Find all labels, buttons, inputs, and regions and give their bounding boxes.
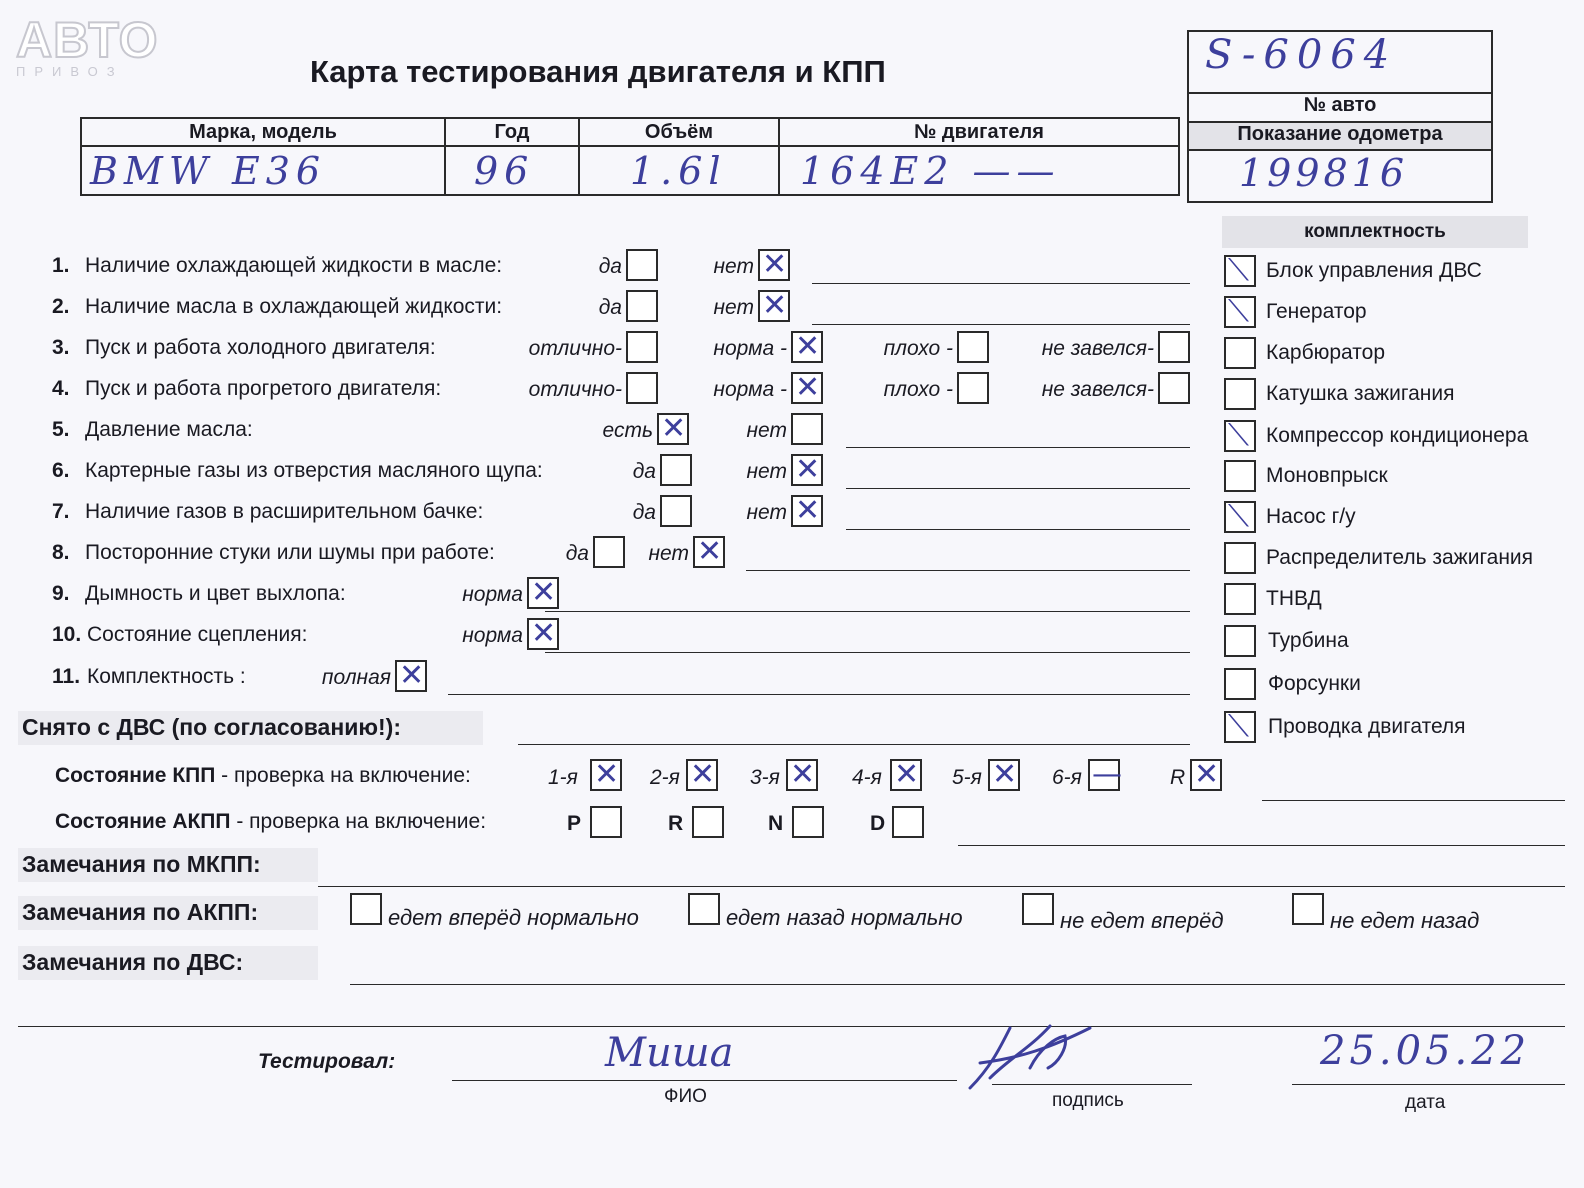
question-text: Состояние сцепления: (87, 623, 308, 646)
kpp-gear-checkbox[interactable] (988, 759, 1020, 791)
check-mark: ✕ (795, 329, 821, 364)
option-label: норма (462, 624, 523, 647)
akpp-gear-label: N (768, 812, 784, 835)
check-mark: ✕ (992, 757, 1018, 792)
question-line (746, 570, 1190, 571)
kpp-gear-checkbox[interactable] (590, 759, 622, 791)
completeness-checkbox[interactable] (1224, 711, 1256, 743)
check-mark: ⟍ (1228, 294, 1249, 329)
completeness-checkbox[interactable] (1224, 255, 1256, 287)
check-mark: ✕ (697, 534, 723, 569)
option-checkbox[interactable] (791, 413, 823, 445)
signature-mark (960, 1008, 1100, 1100)
check-mark: ✕ (894, 757, 920, 792)
option-checkbox[interactable] (693, 536, 725, 568)
car-number-box (1187, 30, 1493, 203)
question-number: 6. (52, 459, 70, 482)
completeness-item-label: Карбюратор (1266, 341, 1386, 364)
question-text: Дымность и цвет выхлопа: (85, 582, 346, 605)
completeness-checkbox[interactable] (1224, 668, 1256, 700)
question-number: 3. (52, 336, 70, 359)
akpp-gear-checkbox[interactable] (590, 806, 622, 838)
question-text: Комплектность : (87, 665, 246, 688)
question-text: Наличие масла в охлаждающей жидкости: (85, 295, 503, 318)
removed-line (518, 744, 1190, 745)
option-checkbox[interactable] (626, 331, 658, 363)
completeness-checkbox[interactable] (1224, 625, 1256, 657)
test-date: 25.05.22 (1320, 1028, 1531, 1074)
question-number: 2. (52, 295, 70, 318)
check-mark: ✕ (1194, 757, 1220, 792)
akpp-gear-checkbox[interactable] (892, 806, 924, 838)
completeness-checkbox[interactable] (1224, 337, 1256, 369)
option-checkbox[interactable] (527, 618, 559, 650)
option-label: норма - (713, 378, 787, 401)
option-label: да (632, 501, 656, 524)
remarks-akpp-label: Замечания по АКПП: (22, 899, 259, 925)
kpp-gear-checkbox[interactable] (1190, 759, 1222, 791)
question-line (545, 652, 1190, 653)
check-mark: — (1092, 757, 1122, 792)
removed-label: Снято с ДВС (по согласованию!): (22, 714, 401, 740)
question-text: Посторонние стуки или шумы при работе: (85, 541, 495, 564)
check-mark: ✕ (594, 757, 620, 792)
option-label: да (632, 460, 656, 483)
completeness-checkbox[interactable] (1224, 460, 1256, 492)
check-mark: ⟍ (1228, 418, 1249, 453)
check-mark: ✕ (399, 658, 425, 693)
question-number: 10. (52, 623, 82, 646)
option-label: отлично- (528, 337, 622, 360)
akpp-line (958, 845, 1565, 846)
odometer-label: Показание одометра (1189, 123, 1491, 151)
kpp-gear-label: 5-я (952, 766, 982, 789)
kpp-gear-checkbox[interactable] (686, 759, 718, 791)
header-volume: Объём (579, 118, 779, 146)
form-title: Карта тестирования двигателя и КПП (310, 54, 886, 89)
completeness-item-label: Моновпрыск (1266, 464, 1388, 487)
question-number: 11. (52, 665, 81, 688)
option-checkbox[interactable] (626, 249, 658, 281)
option-checkbox[interactable] (957, 331, 989, 363)
question-text: Пуск и работа прогретого двигателя: (85, 377, 442, 400)
sign-line (992, 1084, 1192, 1085)
option-label: не завелся- (1041, 337, 1154, 360)
kpp-gear-label: 3-я (750, 766, 780, 789)
option-checkbox[interactable] (657, 413, 689, 445)
remarks-extra-line (18, 1026, 1565, 1027)
option-label: норма - (713, 337, 787, 360)
check-mark: ✕ (531, 616, 557, 651)
akpp-remark-label: не едет назад (1330, 908, 1480, 933)
option-checkbox[interactable] (791, 495, 823, 527)
header-make-model: Марка, модель (81, 118, 445, 146)
kpp-gear-label: 1-я (548, 766, 578, 789)
option-label: да (598, 255, 622, 278)
question-line (448, 694, 1190, 695)
option-label: да (565, 542, 589, 565)
question-line (812, 324, 1190, 325)
tester-name: Миша (605, 1030, 734, 1076)
question-text: Давление масла: (85, 418, 253, 441)
check-mark: ⟍ (1228, 253, 1249, 288)
option-checkbox[interactable] (758, 249, 790, 281)
option-label: есть (602, 419, 653, 442)
completeness-item-label: Генератор (1266, 300, 1367, 323)
completeness-item-label: Насос г/у (1266, 505, 1356, 528)
option-checkbox[interactable] (660, 495, 692, 527)
option-label: нет (746, 460, 787, 483)
logo-text: АВТО (16, 12, 159, 68)
kpp-gear-checkbox[interactable] (1088, 759, 1120, 791)
question-line (545, 611, 1190, 612)
check-mark: ✕ (762, 247, 788, 282)
kpp-line (1262, 800, 1565, 801)
option-label: не завелся- (1041, 378, 1154, 401)
option-label: нет (713, 296, 754, 319)
fio-line (452, 1080, 957, 1081)
value-make-model: BMW E36 (81, 146, 445, 195)
option-checkbox[interactable] (791, 454, 823, 486)
option-label: отлично- (528, 378, 622, 401)
date-line (1292, 1084, 1565, 1085)
completeness-item-label: Проводка двигателя (1268, 715, 1466, 738)
option-checkbox[interactable] (660, 454, 692, 486)
check-mark: ✕ (690, 757, 716, 792)
question-text: Наличие охлаждающей жидкости в масле: (85, 254, 503, 277)
kpp-gear-label: 2-я (650, 766, 680, 789)
option-checkbox[interactable] (1158, 331, 1190, 363)
completeness-item-label: Компрессор кондиционера (1266, 424, 1529, 447)
option-checkbox[interactable] (791, 372, 823, 404)
question-text: Картерные газы из отверстия масляного щупа: (85, 459, 543, 482)
akpp-remark-label: едет вперёд нормально (388, 905, 639, 930)
option-checkbox[interactable] (395, 660, 427, 692)
akpp-gear-label: D (870, 812, 886, 835)
completeness-checkbox[interactable] (1224, 420, 1256, 452)
remarks-dvs-line (350, 984, 1565, 985)
completeness-checkbox[interactable] (1224, 583, 1256, 615)
check-mark: ✕ (795, 370, 821, 405)
completeness-item-label: Турбина (1268, 629, 1349, 652)
question-number: 4. (52, 377, 70, 400)
option-checkbox[interactable] (1158, 372, 1190, 404)
option-checkbox[interactable] (626, 372, 658, 404)
odometer-value: 199816 (1239, 151, 1409, 195)
kpp-gear-label: 4-я (852, 766, 882, 789)
check-mark: ✕ (531, 575, 557, 610)
option-label: нет (648, 542, 689, 565)
kpp-gear-label: 6-я (1052, 766, 1082, 789)
akpp-remark-checkbox[interactable] (1292, 893, 1324, 925)
car-number-label: № авто (1189, 94, 1491, 123)
option-checkbox[interactable] (593, 536, 625, 568)
question-line (812, 283, 1190, 284)
kpp-gear-checkbox[interactable] (786, 759, 818, 791)
question-line (846, 529, 1190, 530)
completeness-item-label: Распределитель зажигания (1266, 546, 1534, 569)
completeness-checkbox[interactable] (1224, 296, 1256, 328)
question-number: 8. (52, 541, 70, 564)
option-label: нет (746, 501, 787, 524)
question-text: Пуск и работа холодного двигателя: (85, 336, 436, 359)
akpp-remark-checkbox[interactable] (350, 893, 382, 925)
completeness-item-label: Катушка зажигания (1266, 382, 1455, 405)
check-mark: ✕ (762, 288, 788, 323)
sign-caption: подпись (1052, 1090, 1124, 1111)
akpp-gear-checkbox[interactable] (792, 806, 824, 838)
value-year: 96 (445, 146, 579, 195)
kpp-gear-label: R (1170, 766, 1186, 789)
completeness-checkbox[interactable] (1224, 542, 1256, 574)
akpp-remark-label: едет назад нормально (726, 905, 963, 930)
question-number: 1. (52, 254, 70, 277)
completeness-item-label: Блок управления ДВС (1266, 259, 1482, 282)
option-label: плохо - (883, 337, 953, 360)
value-engine-number: 164E2 —— (779, 146, 1179, 195)
check-mark: ✕ (795, 493, 821, 528)
avto-privoz-logo (16, 14, 159, 79)
option-label: полная (321, 666, 391, 689)
check-mark: ✕ (661, 411, 687, 446)
option-checkbox[interactable] (626, 290, 658, 322)
logo-subtext: ПРИВОЗ (16, 64, 124, 79)
option-label: плохо - (883, 378, 953, 401)
akpp-remark-checkbox[interactable] (1022, 893, 1054, 925)
question-number: 5. (52, 418, 70, 441)
completeness-checkbox[interactable] (1224, 501, 1256, 533)
vehicle-info-table (80, 117, 1180, 196)
completeness-item-label: ТНВД (1266, 587, 1322, 610)
completeness-item-label: Форсунки (1268, 672, 1361, 695)
remarks-dvs-label: Замечания по ДВС: (22, 949, 244, 975)
akpp-remark-checkbox[interactable] (688, 893, 720, 925)
check-mark: ✕ (790, 757, 816, 792)
option-label: нет (713, 255, 754, 278)
option-checkbox[interactable] (791, 331, 823, 363)
header-engine-number: № двигателя (779, 118, 1179, 146)
check-mark: ⟍ (1228, 709, 1249, 744)
option-label: нет (746, 419, 787, 442)
question-number: 9. (52, 582, 70, 605)
question-line (846, 488, 1190, 489)
kpp-gear-checkbox[interactable] (890, 759, 922, 791)
option-checkbox[interactable] (957, 372, 989, 404)
option-checkbox[interactable] (527, 577, 559, 609)
fio-caption: ФИО (664, 1086, 707, 1107)
value-volume: 1.6l (579, 146, 779, 195)
akpp-gear-label: R (668, 812, 684, 835)
question-text: Наличие газов в расширительном бачке: (85, 500, 484, 523)
akpp-gear-checkbox[interactable] (692, 806, 724, 838)
akpp-remark-label: не едет вперёд (1060, 908, 1224, 933)
completeness-checkbox[interactable] (1224, 378, 1256, 410)
tested-label: Тестировал: (258, 1050, 396, 1073)
question-line (846, 447, 1190, 448)
date-caption: дата (1405, 1092, 1446, 1113)
option-checkbox[interactable] (758, 290, 790, 322)
header-year: Год (445, 118, 579, 146)
akpp-label: Состояние АКПП - проверка на включение: (55, 810, 487, 833)
akpp-gear-label: P (567, 812, 582, 835)
car-number-value: S-6064 (1189, 32, 1491, 94)
kpp-label: Состояние КПП - проверка на включение: (55, 764, 471, 787)
question-number: 7. (52, 500, 70, 523)
check-mark: ⟍ (1228, 499, 1249, 534)
check-mark: ✕ (795, 452, 821, 487)
option-label: да (598, 296, 622, 319)
option-label: норма (462, 583, 523, 606)
remarks-mkpp-label: Замечания по МКПП: (22, 851, 261, 877)
completeness-title: комплектность (1222, 216, 1528, 248)
remarks-mkpp-line (318, 886, 1565, 887)
